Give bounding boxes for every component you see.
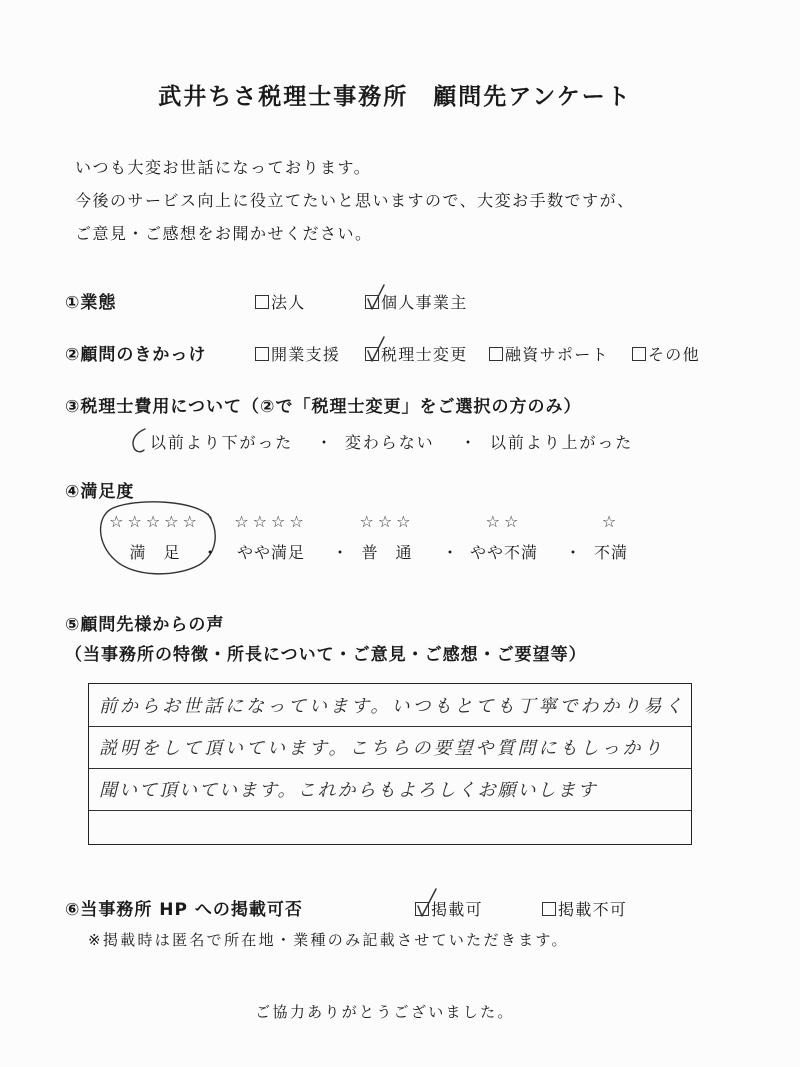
check-mark <box>365 334 391 366</box>
separator: ・ <box>442 543 459 562</box>
option-label: 開業支援 <box>271 345 341 364</box>
star-rating-5: ☆☆☆☆☆ <box>109 512 201 531</box>
rating-option-somewhat-satisfied[interactable] <box>211 512 331 572</box>
checkbox[interactable] <box>255 347 269 361</box>
response-line <box>89 727 691 769</box>
intro-text <box>75 151 635 250</box>
q3-option-unchanged[interactable] <box>345 433 435 453</box>
option-label: 融資サポート <box>505 345 609 364</box>
option-label: その他 <box>648 345 700 364</box>
q6-label: ⑥当事務所 HP への掲載可否 <box>65 900 303 920</box>
q5-subtitle: （当事務所の特徴・所長について・ご意見・ご感想・ご要望等） <box>65 645 587 665</box>
q2-option-other[interactable] <box>632 345 700 365</box>
q3-option-higher[interactable] <box>490 433 633 453</box>
option-label: 掲載可 <box>431 900 483 919</box>
q1-label: ①業態 <box>65 293 117 313</box>
q6-option-publish-ok[interactable] <box>415 900 483 920</box>
option-label: 以前より下がった <box>150 433 294 452</box>
circle-mark <box>130 427 150 457</box>
circle-mark <box>95 512 215 572</box>
checkbox[interactable] <box>365 347 379 361</box>
option-label: 掲載不可 <box>558 900 628 919</box>
intro-line: いつも大変お世話になっております。 <box>75 158 372 177</box>
q1-option-corporation[interactable] <box>255 293 306 313</box>
separator: ・ <box>460 433 477 452</box>
page-title: 武井ちさ税理士事務所 顧問先アンケート <box>158 84 632 110</box>
q6-option-publish-ng[interactable] <box>542 900 627 920</box>
q3-option-lower[interactable] <box>150 433 293 453</box>
separator: ・ <box>332 543 349 562</box>
rating-option-neutral[interactable] <box>327 512 447 572</box>
checkbox[interactable] <box>415 902 429 916</box>
star-rating-4: ☆☆☆☆ <box>234 512 308 531</box>
response-box[interactable] <box>88 683 692 845</box>
handwritten-text: 説明をして頂いています。こちらの要望や質問にもしっかり <box>99 738 665 759</box>
q5-label: ⑤顧問先様からの声 <box>65 615 225 635</box>
response-line <box>89 684 691 727</box>
star-rating-3: ☆☆☆ <box>359 512 415 531</box>
separator: ・ <box>202 543 219 562</box>
rating-option-dissatisfied[interactable] <box>551 512 671 572</box>
handwritten-text: 聞いて頂いています。これからもよろしくお願いします <box>99 780 598 801</box>
option-label: 税理士変更 <box>381 345 468 364</box>
publish-note: ※掲載時は匿名で所在地・業種のみ記載させていただきます。 <box>88 931 569 949</box>
checkbox[interactable] <box>489 347 503 361</box>
option-label: 法人 <box>271 293 306 312</box>
closing-text: ご協力ありがとうございました。 <box>255 1003 515 1021</box>
rating-label: やや不満 <box>469 543 538 562</box>
rating-label: 普 通 <box>361 543 413 562</box>
checkbox[interactable] <box>632 347 646 361</box>
rating-option-satisfied[interactable] <box>95 512 215 572</box>
star-rating-2: ☆☆ <box>485 512 523 531</box>
rating-label: 不満 <box>593 543 628 562</box>
intro-line: 今後のサービス向上に役立てたいと思いますので、大変お手数ですが、 <box>75 191 635 210</box>
rating-label: 満 足 <box>129 543 181 562</box>
checkbox[interactable] <box>542 902 556 916</box>
check-mark <box>415 889 441 921</box>
handwritten-text: 前からお世話になっています。いつもとても丁寧でわかり易く <box>99 696 686 717</box>
option-label: 以前より上がった <box>490 433 634 452</box>
intro-line: ご意見・ご感想をお聞かせください。 <box>75 224 373 243</box>
q2-option-financing-support[interactable] <box>489 345 609 365</box>
option-label: 個人事業主 <box>381 293 468 312</box>
q2-option-accountant-change[interactable] <box>365 345 468 365</box>
q3-label: ③税理士費用について（②で「税理士変更」をご選択の方のみ） <box>65 397 582 417</box>
response-line <box>89 811 691 843</box>
q2-option-startup-support[interactable] <box>255 345 340 365</box>
checkbox[interactable] <box>365 295 379 309</box>
rating-option-somewhat-dissatisfied[interactable] <box>444 512 564 572</box>
response-line <box>89 769 691 811</box>
q2-label: ②顧問のきかっけ <box>65 345 207 365</box>
separator: ・ <box>565 543 582 562</box>
checkbox[interactable] <box>255 295 269 309</box>
separator: ・ <box>316 433 333 452</box>
q1-option-sole-proprietor[interactable] <box>365 293 468 313</box>
check-mark <box>365 282 391 314</box>
star-rating-1: ☆ <box>601 512 621 531</box>
rating-label: やや満足 <box>236 543 305 562</box>
option-label: 変わらない <box>345 433 435 452</box>
q4-label: ④満足度 <box>65 482 135 502</box>
